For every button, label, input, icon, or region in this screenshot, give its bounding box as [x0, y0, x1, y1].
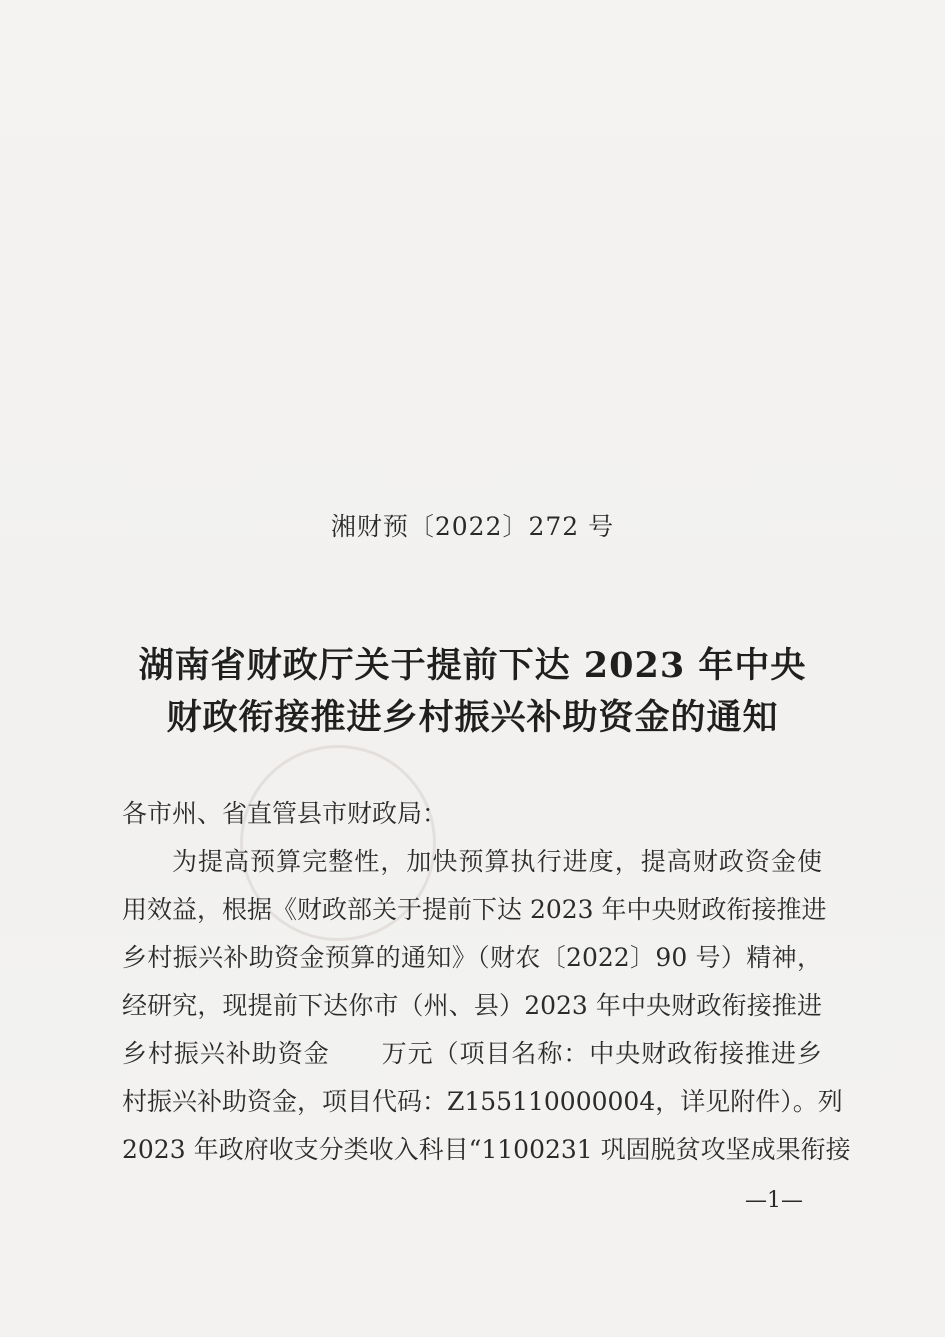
- document-number: 湘财预〔2022〕272 号: [330, 512, 615, 541]
- body-line: 村振兴补助资金，项目代码：Z155110000004，详见附件）。列: [122, 1087, 843, 1116]
- page-number: —1—: [745, 1188, 803, 1213]
- body-line: 乡村振兴补助资金 万元（项目名称：中央财政衔接推进乡: [122, 1039, 822, 1068]
- title-line-2: 财政衔接推进乡村振兴补助资金的通知: [166, 697, 779, 738]
- document-title: [0, 640, 945, 744]
- body-line: 为提高预算完整性，加快预算执行进度，提高财政资金使: [172, 847, 822, 876]
- salutation: 各市州、省直管县市财政局：: [122, 799, 448, 828]
- body-paragraph: [122, 838, 851, 1174]
- body-line: 乡村振兴补助资金预算的通知》（财农〔2022〕90 号）精神，: [122, 943, 822, 972]
- body-line: 2023 年政府收支分类收入科目“1100231 巩固脱贫攻坚成果衔接: [122, 1135, 851, 1164]
- body-line: 经研究，现提前下达你市（州、县）2023 年中央财政衔接推进: [122, 991, 822, 1020]
- body-line: 用效益，根据《财政部关于提前下达 2023 年中央财政衔接推进: [122, 895, 827, 924]
- title-line-1: 湖南省财政厅关于提前下达 2023 年中央: [138, 645, 807, 686]
